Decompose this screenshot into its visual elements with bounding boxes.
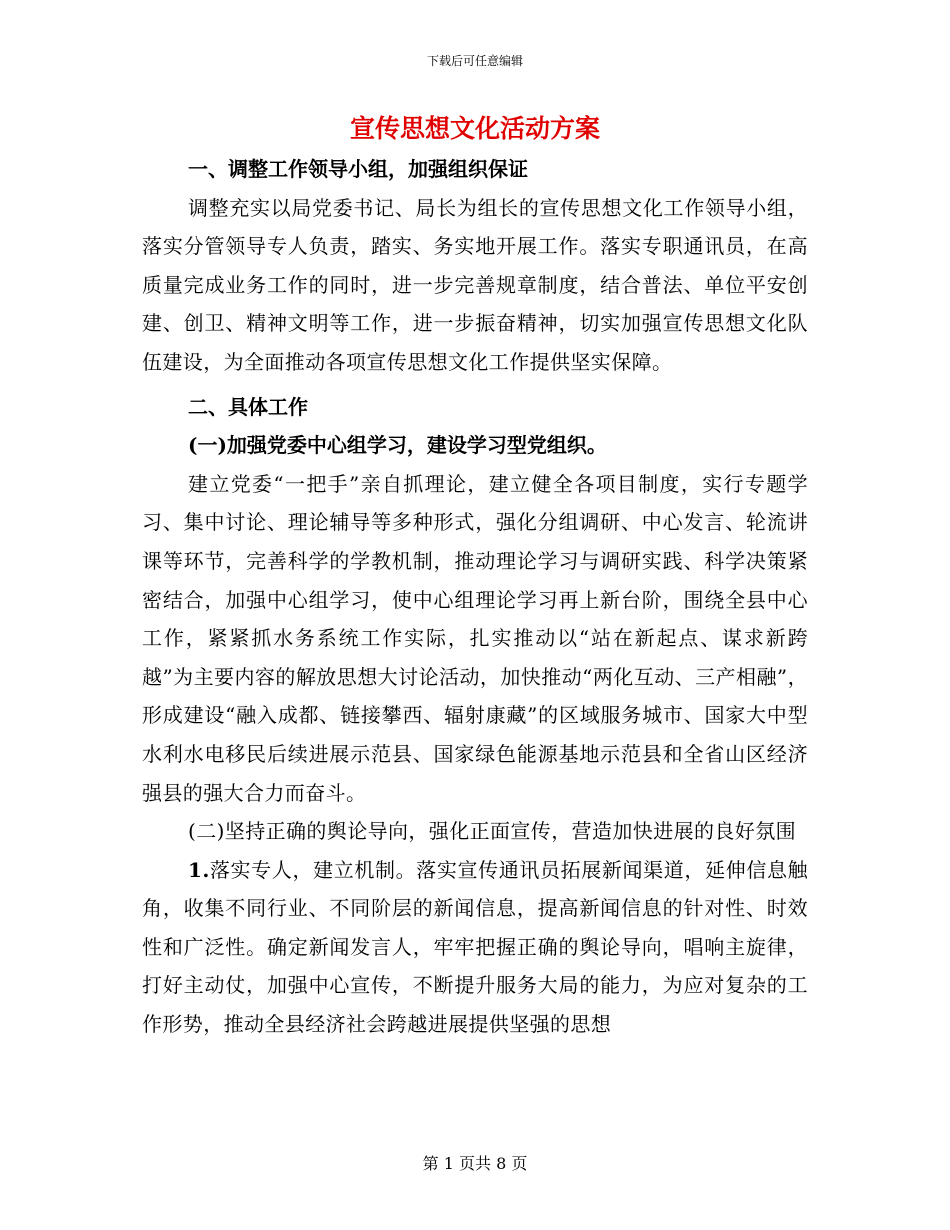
list-item-number: 1. [188, 857, 210, 882]
list-item-text: 落实专人，建立机制。落实宣传通讯员拓展新闻渠道，延伸信息触角，收集不同行业、不同阶层的新闻信息，提高新闻信息的针对性、时效性和广泛性。确定新闻发言人，牢牢把握正确的舆论导向，唱响主旋律，打好主动仗，加强中心宣传，不断提升服务大局的能力，为应对复杂的工作形势，推动全县经济社会跨越进展提供坚强的思想 [142, 857, 808, 1037]
section-heading-2: 二、具体工作 [188, 394, 308, 419]
page-header: 下载后可任意编辑 [426, 54, 523, 68]
subsection-paragraph-1: 建立党委“一把手”亲自抓理论，建立健全各项目制度，实行专题学习、集中讨论、理论辅导等多种形式，强化分组调研、中心发言、轮流讲课等环节，完善科学的学教机制，推动理论学习与调研实践、科学决策紧密结合，加强中心组学习，使中心组理论学习再上新台阶，围绕全县中心工作，紧紧抓水务系统工作实际，扎实推动以“站在新起点、谋求新跨越”为主要内容的解放思想大讨论活动，加快推动“两化互动、三产相融”，形成建设“融入成都、链接攀西、辐射康藏”的区域服务城市、国家大中型水利水电移民后续进展示范县、国家绿色能源基地示范县和全省山区经济强县的强大合力而奋斗。 [142, 471, 808, 805]
document-body [142, 150, 808, 1044]
page-footer: 第 1 页共 8 页 [422, 1154, 528, 1173]
subsection-heading-1: (一)加强党委中心组学习，建设学习型党组织。 [188, 433, 607, 458]
subsection-heading-2: (二)坚持正确的舆论导向，强化正面宣传，营造加快进展的良好氛围 [188, 819, 797, 844]
section-paragraph-1: 调整充实以局党委书记、局长为组长的宣传思想文化工作领导小组，落实分管领导专人负责，踏实、务实地开展工作。落实专职通讯员，在高质量完成业务工作的同时，进一步完善规章制度，结合普法、单位平安创建、创卫、精神文明等工作，进一步振奋精神，切实加强宣传思想文化队伍建设，为全面推动各项宣传思想文化工作提供坚实保障。 [142, 195, 808, 374]
section-heading-1: 一、调整工作领导小组，加强组织保证 [188, 157, 528, 181]
document-title: 宣传思想文化活动方案 [349, 114, 600, 143]
list-item-1 [142, 851, 808, 1044]
